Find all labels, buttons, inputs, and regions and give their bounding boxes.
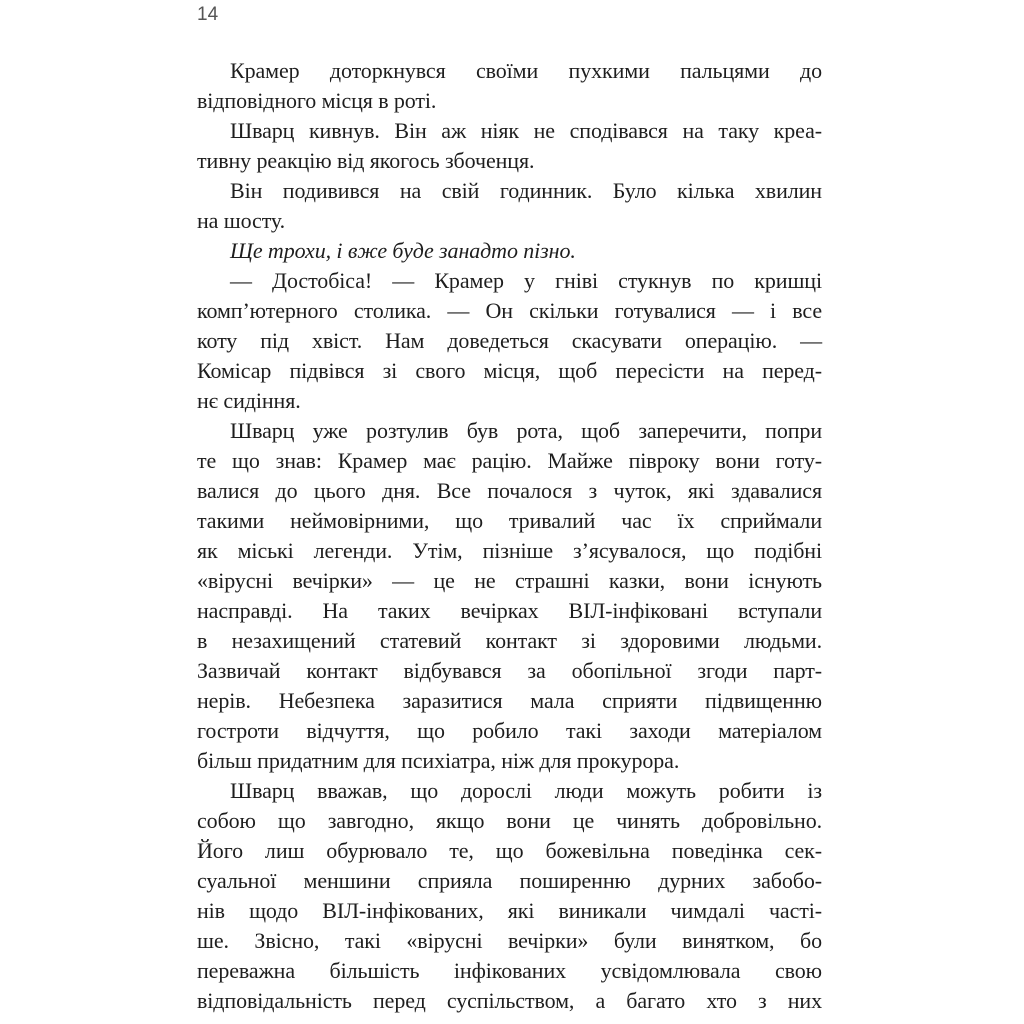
paragraph bbox=[197, 116, 822, 176]
text-line: «вірусні вечірки» — це не страшні казки, вони існують bbox=[197, 568, 822, 593]
text-line: те що знав: Крамер має рацію. Майже півроку вони готу- bbox=[197, 448, 822, 473]
text-line: Шварц уже розтулив був рота, щоб заперечити, попри bbox=[230, 418, 822, 443]
text-line: Комісар підвівся зі свого місця, щоб пересісти на перед- bbox=[197, 358, 822, 383]
text-line: коту під хвіст. Нам доведеться скасувати операцію. — bbox=[197, 328, 822, 353]
text-line: гостроти відчуття, що робило такі заходи матеріалом bbox=[197, 718, 822, 743]
text-line: нерів. Небезпека заразитися мала сприяти підвищенню bbox=[197, 688, 822, 713]
text-line: нє сидіння. bbox=[197, 388, 301, 413]
text-block bbox=[197, 56, 822, 1016]
paragraph bbox=[197, 236, 822, 266]
paragraph bbox=[197, 56, 822, 116]
text-line: — Достобіса! — Крамер у гніві стукнув по кришці bbox=[230, 268, 822, 293]
text-line: ше. Звісно, такі «вірусні вечірки» були винятком, бо bbox=[197, 928, 822, 953]
text-line: нів щодо ВІЛ-інфікованих, які виникали чимдалі часті- bbox=[197, 898, 822, 923]
text-line: суальної меншини сприяла поширенню дурних забобо- bbox=[197, 868, 822, 893]
text-line: Його лиш обурювало те, що божевільна поведінка сек- bbox=[197, 838, 822, 863]
text-line: комп’ютерного столика. — Он скільки готувалися — і все bbox=[197, 298, 822, 323]
page-number: 14 bbox=[197, 4, 219, 25]
text-line: валися до цього дня. Все почалося з чуток, які здавалися bbox=[197, 478, 822, 503]
text-line: такими неймовірними, що тривалий час їх сприймали bbox=[197, 508, 822, 533]
text-line: відповідальність перед суспільством, а багато хто з них bbox=[197, 988, 822, 1013]
paragraph bbox=[197, 416, 822, 776]
text-line: насправді. На таких вечірках ВІЛ-інфіковані вступали bbox=[197, 598, 822, 623]
text-line: відповідного місця в роті. bbox=[197, 88, 437, 113]
text-line: Шварц вважав, що дорослі люди можуть робити із bbox=[230, 778, 822, 803]
text-line: собою що завгодно, якщо вони це чинять добровільно. bbox=[197, 808, 822, 833]
text-line: Ще трохи, і вже буде занадто пізно. bbox=[230, 238, 576, 263]
paragraph bbox=[197, 266, 822, 416]
text-line: в незахищений статевий контакт зі здоровими людьми. bbox=[197, 628, 822, 653]
paragraph bbox=[197, 176, 822, 236]
text-line: на шосту. bbox=[197, 208, 286, 233]
paragraph bbox=[197, 776, 822, 1016]
text-line: як міські легенди. Утім, пізніше з’ясувалося, що подібні bbox=[197, 538, 822, 563]
text-line: тивну реакцію від якогось збоченця. bbox=[197, 148, 535, 173]
text-line: Шварц кивнув. Він аж ніяк не сподівався на таку креа- bbox=[230, 118, 822, 143]
text-line: Крамер доторкнувся своїми пухкими пальцями до bbox=[230, 58, 822, 83]
text-line: Він подивився на свій годинник. Було кілька хвилин bbox=[230, 178, 822, 203]
text-line: Зазвичай контакт відбувався за обопільної згоди парт- bbox=[197, 658, 822, 683]
text-line: більш придатним для психіатра, ніж для прокурора. bbox=[197, 748, 680, 773]
text-line: переважна більшість інфікованих усвідомлювала свою bbox=[197, 958, 822, 983]
